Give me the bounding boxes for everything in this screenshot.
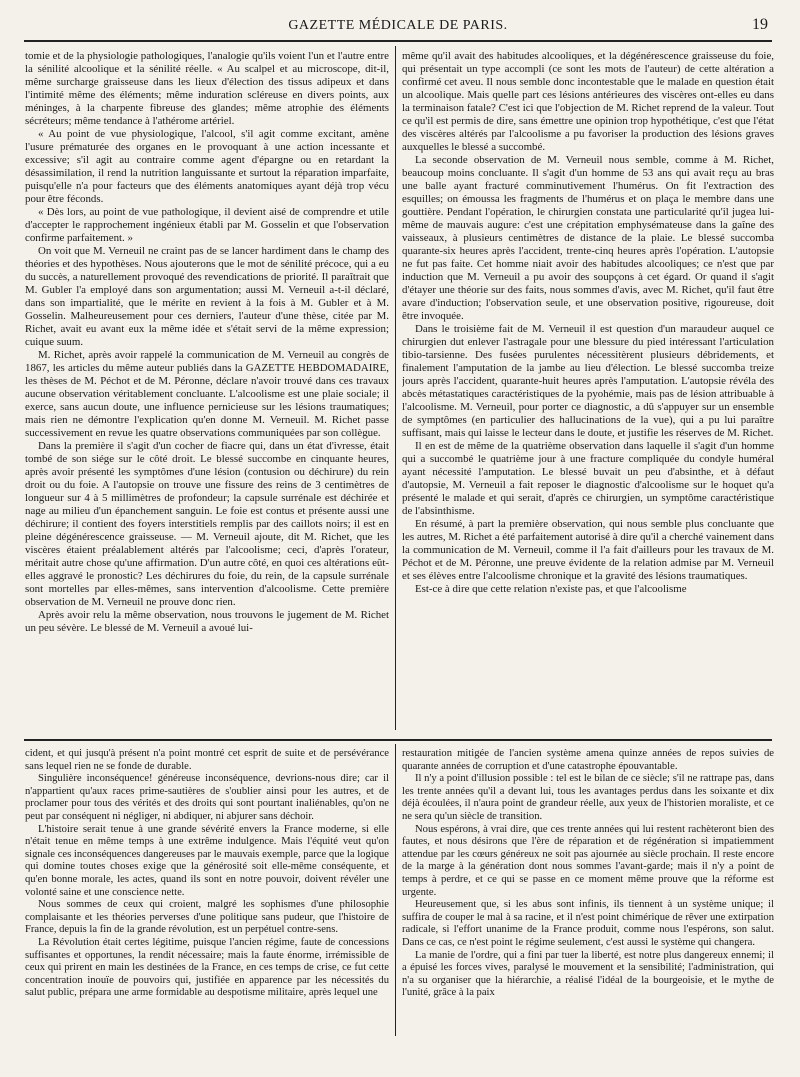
paragraph: Après avoir relu la même observation, nous trouvons le jugement de M. Richet un peu sévère. Le blessé de M. Verneuil a avoué lui-	[25, 609, 389, 634]
paragraph: tomie et de la physiologie pathologiques, l'analogie qu'ils voient l'un et l'autre entre la sénilité alcoolique et la sénilité réelle. « Au scalpel et au microscope, dit-il, même surcharge graisseuse dans les lieux d'élection des tissus adipeux et dans l'intimité même des éléments; même induration scléreuse en divers points, aux méninges, à la charpente fibreuse des glandes; même atrophie des éléments sécréteurs; même tendance à l'athérome artériel.	[25, 50, 389, 127]
paragraph: On voit que M. Verneuil ne craint pas de se lancer hardiment dans le champ des théories et des hypothèses. Nous ajouterons que le mot de sénilité précoce, qui a eu du succès, a naturellement provoqué des revendications de priorité. Il paraîtrait que M. Gubler l'a employé dans son argumentation; aussi M. Verneuil a-t-il déclaré, dans son impartialité, que le mérite en revient à la fois à M. Gubler et à M. Gosselin. Malheureusement pour ces derniers, l'auteur d'une thèse, citée par M. Richet, avait eu avant eux la même idée et s'était servi de la même expression; cuique suum.	[25, 245, 389, 348]
journal-title: GAZETTE MÉDICALE DE PARIS.	[288, 18, 508, 33]
column-divider	[395, 744, 396, 1036]
paragraph: En résumé, à part la première observation, qui nous semble plus concluante que les autres, M. Richet a été parfaitement autorisé à dire qu'il a cherché vainement dans la communication de M. Verneuil, comme il l'a fait d'ailleurs pour les travaux de M. Péchot et de M. Péronne, une preuve évidente de la relation admise par M. Verneuil et ses élèves entre l'alcoolisme chronique et la gravité des lésions traumatiques.	[402, 518, 774, 582]
paragraph: Heureusement que, si les abus sont infinis, ils tiennent à un système unique; il suffira de couper le mal à sa racine, et il n'est point chimérique de rêver une extirpation radicale, si l'effort unanime de la France produit, comme nous l'espérons, son salut. Dans ce cas, ce n'est point le régime seulement, c'est aussi le système qui changera.	[402, 899, 774, 948]
paragraph: « Dès lors, au point de vue pathologique, il devient aisé de comprendre et utile d'accepter le rapprochement ingénieux établi par M. Gosselin et que l'observation confirme parfaitement. »	[25, 206, 389, 244]
paragraph: Il en est de même de la quatrième observation dans laquelle il s'agit d'un homme qui a succombé le quatrième jour à une fracture compliquée du condyle huméral ayant nécessité l'amputation. Le blessé buvait un peu d'absinthe, et à défaut d'autopsie, M. Verneuil a fait reposer le diagnostic d'alcoolisme sur le hoquet qu'a présenté le malade et qui serait, d'après ce chirurgien, un symptôme caractéristique de l'absinthisme.	[402, 440, 774, 517]
lower-left-column	[25, 748, 389, 1032]
upper-right-column	[402, 50, 774, 726]
column-divider	[395, 46, 396, 730]
paragraph: Dans la première il s'agit d'un cocher de fiacre qui, dans un état d'ivresse, était tombé de son siége sur le côté droit. Le blessé succombe en cinquante heures, après avoir présenté les symptômes d'une lésion (contusion ou déchirure) du rein droit ou du foie. A l'autopsie on trouve une fissure des reins de 3 centimètres de longueur sur 4 à 5 millimètres de profondeur; la capsule surrénale est déchirée et nage au milieu d'un épanchement sanguin. Le foie est contus et présente aussi une déchirure; il contient des foyers interstitiels remplis par des caillots noirs; il est en pleine dégénérescence graisseuse. — M. Verneuil ajoute, dit M. Richet, que les viscères étaient préalablement altérés par l'alcoolisme; ceci, d'après l'orateur, méritait autre chose qu'une affirmation. D'un autre côté, en quoi ces altérations eût-elles aggravé le pronostic? Les déchirures du foie, du rein, de la capsule surrénale sont mortelles par elles-mêmes, sans intervention d'alcoolisme. Cette première observation de M. Verneuil ne prouve donc rien.	[25, 440, 389, 608]
upper-left-column	[25, 50, 389, 726]
paragraph: « Au point de vue physiologique, l'alcool, s'il agit comme excitant, amène l'usure prématurée des organes en le provoquant à une action incessante et excessive; s'il agit au contraire comme agent d'épargne ou en retardant la désassimilation, il rend la nutrition languissante et surtout la réparation imparfaite, puisqu'elle n'a pour facteurs que des éléments anatomiques ayant déjà trop vécu pour être féconds.	[25, 128, 389, 205]
lower-right-column	[402, 748, 774, 1032]
section-rule	[24, 739, 772, 741]
page-number: 19	[752, 16, 768, 33]
paragraph: Dans le troisième fait de M. Verneuil il est question d'un maraudeur auquel ce chirurgien dut enlever l'astragale pour une blessure du pied intéressant l'articulation tibio-tarsienne. Des fusées purulentes nécessitèrent plusieurs débridements, et finalement l'amputation de la jambe au lieu d'élection. Le blessé succomba treize jours après l'accident, quarante-huit heures après l'amputation. L'autopsie révéla des abcès métastatiques caractéristiques de la pyohémie, mais pas de lésion attribuable à l'alcoolisme. M. Verneuil, pour porter ce diagnostic, a dû s'appuyer sur un ensemble de symptômes (en particulier des hallucinations de la vue), qui a pu lui paraître suffisant, mais qui laisse le lecteur dans le doute, et justifie les réserves de M. Richet.	[402, 323, 774, 439]
paragraph: Singulière inconséquence! généreuse inconséquence, devrions-nous dire; car il n'appartient qu'aux races prime-sautières de s'oublier ainsi pour les autres, et de proclamer pour tous des vérités et des droits qui sont pourtant inaliénables, qu'on ne peut par conséquent ni négliger, ni abdiquer, ni abjurer sans déchoir.	[25, 773, 389, 822]
paragraph: La seconde observation de M. Verneuil nous semble, comme à M. Richet, beaucoup moins concluante. Il s'agit d'un homme de 53 ans qui avait reçu au bras une balle ayant fracturé comminutivement l'humérus. On fit l'extraction des esquilles; on émoussa les fragments de l'humérus et on plaça le membre dans une gouttière. Pendant l'opération, le chirurgien constata une particularité qu'il jugea lui-même de mauvais augure: c'est une crépitation emphysémateuse dans la gaîne des vaisseaux, à plusieurs centimètres de distance de la plaie. Le blessé succomba quarante-six heures après l'accident, trente-cinq heures après l'opération. L'autopsie ne fut pas faite. Cet homme niait avoir des habitudes alcooliques; ce n'est que par induction que M. Verneuil a pu avoir des soupçons à cet égard. Or quand il s'agit d'étayer une théorie sur des faits, nous sommes d'avis, avec M. Richet, qu'il faut être avare d'induction; l'observation seule, et une observation positive, rigoureuse, doit être invoquée.	[402, 154, 774, 322]
paragraph: La manie de l'ordre, qui a fini par tuer la liberté, est notre plus dangereux ennemi; il a épuisé les forces vives, paralysé le mouvement et la sensibilité; l'administration, qui n'a su organiser que la hiérarchie, a réalisé l'idéal de la bourgeoisie, et le mythe de l'unité, grâce à la paix	[402, 949, 774, 999]
paragraph: Nous espérons, à vrai dire, que ces trente années qui lui restent rachèteront bien des fautes, et nous désirons que l'ère de réparation et de régénération si impatiemment attendue par les cœurs généreux ne soit pas ajournée au siècle prochain. Il reste encore de la marge à la génération dont nous sommes l'avant-garde; mais il n'y a point de temps à perdre, et ce qui se passe en ce moment même prouve que la réforme est urgente.	[402, 823, 774, 898]
paragraph: cident, et qui jusqu'à présent n'a point montré cet esprit de suite et de persévérance sans lequel rien ne se fonde de durable.	[25, 748, 389, 772]
paragraph: Il n'y a point d'illusion possible : tel est le bilan de ce siècle; s'il ne rattrape pas, dans les trente années qu'il a devant lui, tous les avantages perdus dans les soixante et dix déjà écoulées, il n'aura point de grandeur réelle, aux yeux de l'historien moraliste, et ce ne sera qu'un siècle de transition.	[402, 773, 774, 822]
paragraph: M. Richet, après avoir rappelé la communication de M. Verneuil au congrès de 1867, les articles du même auteur publiés dans la GAZETTE HEBDOMADAIRE, les thèses de M. Péchot et de M. Péronne, déclare n'avoir trouvé dans ces travaux aucune observation véritablement concluante. L'alcoolisme est une plaie sociale; il exerce, sans aucun doute, une influence pernicieuse sur les lésions traumatiques; mais rien ne démontre l'explication qu'en donne M. Verneuil. M. Richet passe successivement en revue les quatre observations communiquées par son collègue.	[25, 349, 389, 439]
paragraph: Est-ce à dire que cette relation n'existe pas, et que l'alcoolisme	[415, 583, 687, 595]
paragraph: La Révolution était certes légitime, puisque l'ancien régime, faute de concessions suffisantes et opportunes, la rendit nécessaire; mais la faute énorme, irrémissible de ceux qui prirent en main les destinées de la France, en ces temps de crise, ce fut cette concentration inouïe de pouvoirs qui, justifiée en apparence par les nécessités du salut public, prépara une arme formidable au despotisme militaire, après lequel une	[25, 936, 389, 999]
paragraph: L'histoire serait tenue à une grande sévérité envers la France moderne, si elle n'était tenue en même temps à une extrême indulgence. Mais l'équité veut qu'on signale ces inconséquences dangereuses par le mauvais exemple, parce que la logique qui domine toutes choses exige que la générosité soit elle-même conséquente, et qu'en bonne morale, les actes, quand ils sont en notre pouvoir, doivent révéler une volonté saine et une conscience nette.	[25, 823, 389, 898]
header-rule	[24, 40, 772, 42]
paragraph: restauration mitigée de l'ancien système amena quinze années de repos suivies de quarante années de corruption et d'une catastrophe épouvantable.	[402, 748, 774, 772]
page-header	[24, 14, 772, 36]
paragraph: même qu'il avait des habitudes alcooliques, et la dégénérescence graisseuse du foie, qui présentait un type accompli (ce sont les mots de l'auteur) de cette altération a confirmé cet aveu. Il nous semble donc incontestable que le malade en question était un alcoolique. Mais quelle part ces lésions antérieures des viscères ont-elles eu dans la terminaison fatale? C'est ici que l'objection de M. Richet reprend de la valeur. Tout ce qu'il est permis de dire, sans émettre une opinion trop hypothétique, c'est que l'état des viscères altérés par l'alcoolisme a pu favoriser la production des lésions graves auxquelles le blessé a succombé.	[402, 50, 774, 153]
paragraph: Nous sommes de ceux qui croient, malgré les sophismes d'une philosophie complaisante et les théories perverses d'une politique sans pudeur, que l'histoire de France, depuis la fin de la grande révolution, est un perpétuel contre-sens.	[25, 899, 389, 936]
